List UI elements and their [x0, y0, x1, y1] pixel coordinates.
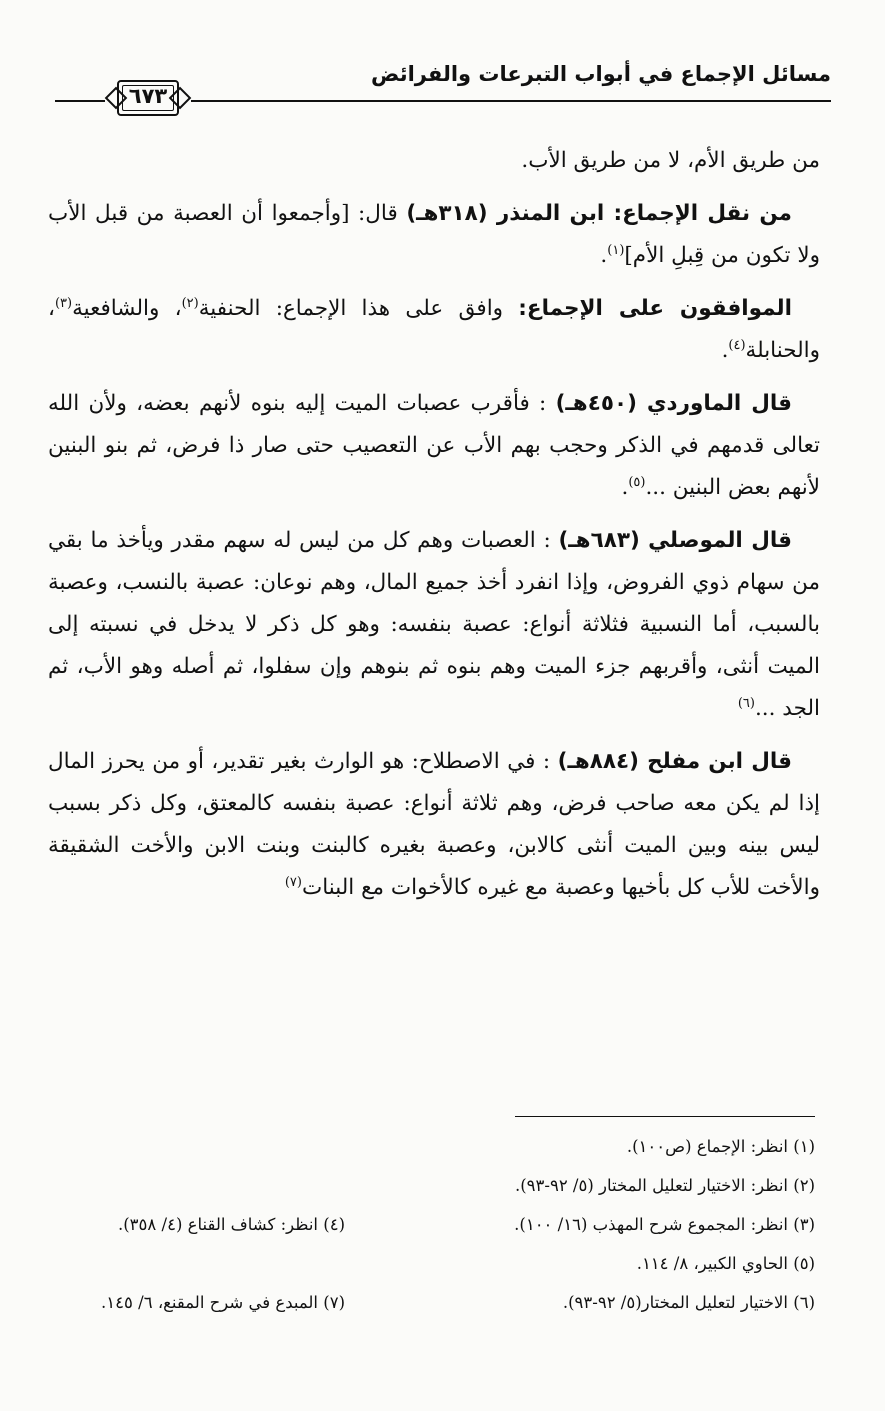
footnote-3: (٣) انظر: المجموع شرح المهذب (١٦/ ١٠٠). [514, 1215, 815, 1234]
footnote-ref[interactable]: (٤) [728, 337, 746, 353]
paragraph-lead: قال الموصلي (٦٨٣هـ) [558, 528, 792, 553]
running-header [55, 62, 831, 112]
footnote-row [30, 1132, 815, 1171]
paragraph-6 [48, 741, 820, 909]
paragraph-lead: من نقل الإجماع: ابن المنذر (٣١٨هـ) [406, 201, 792, 226]
paragraph-lead: قال الماوردي (٤٥٠هـ) [555, 391, 793, 416]
footnote-row [30, 1210, 815, 1249]
header-title: مسائل الإجماع في أبواب التبرعات والفرائض [371, 62, 831, 86]
page-number: ٦٧٣ [128, 84, 168, 108]
footnote-5: (٥) الحاوي الكبير، ٨/ ١١٤. [636, 1254, 815, 1273]
footnote-ref[interactable]: (٢) [181, 295, 199, 311]
paragraph-text: من طريق الأم، لا من طريق الأب. [521, 148, 820, 173]
footnotes [30, 1132, 815, 1327]
paragraph-lead: الموافقون على الإجماع: [518, 296, 793, 321]
paragraph-text: : في الاصطلاح: هو الوارث بغير تقدير، أو من يحرز المال إذا لم يكن معه صاحب فرض، وهم ثلاثة أنواع: عصبة بنفسه كالمعتق، وكل ذكر بسبب ليس بينه وبين الميت أنثى كالابن، وعصبة بغيره كالبنت وبنت الابن والأخت الشقيقة والأخت للأب كل بأخيها وعصبة مع غيره كالأخوات مع البنات [48, 749, 820, 900]
footnote-7: (٧) المبدع في شرح المقنع، ٦/ ١٤٥. [101, 1293, 345, 1312]
paragraph-text: : العصبات وهم كل من ليس له سهم مقدر ويأخذ ما بقي من سهام ذوي الفروض، وإذا انفرد أخذ جميع المال، وهم نوعان: عصبة بالنسب، وعصبة بالسبب، أما النسبية فثلاثة أنواع: عصبة بنفسه: وهو كل ذكر لا يدخل في نسبته إلى الميت أنثى، وأقربهم جزء الميت وهم بنوه ثم بنوهم وإن سفلوا، ثم أصله وهو الأب، ثم الجد ... [48, 528, 820, 721]
footnote-row [30, 1171, 815, 1210]
paragraph-end: . [721, 338, 729, 363]
paragraph-text: ، والشافعية [72, 296, 182, 321]
footnote-row [30, 1249, 815, 1288]
footnote-1: (١) انظر: الإجماع (ص١٠٠). [626, 1137, 815, 1156]
paragraph-5 [48, 520, 820, 730]
paragraph-end: . [621, 475, 629, 500]
footnote-separator [515, 1116, 815, 1117]
footnote-6: (٦) الاختيار لتعليل المختار(٥/ ٩٢-٩٣). [562, 1293, 815, 1312]
footnote-ref[interactable]: (٧) [284, 874, 302, 890]
paragraph-text: قال: [وأجمعوا أن العصبة من قبل الأب ولا تكون من قِبلِ الأم] [48, 201, 820, 268]
footnote-ref[interactable]: (٦) [737, 695, 755, 711]
footnote-ref[interactable]: (٣) [54, 295, 73, 311]
footnote-ref[interactable]: (١) [607, 242, 625, 258]
paragraph-text: : فأقرب عصبات الميت إليه بنوه لأنهم بعضه، ولأن الله تعالى قدمهم في الذكر وحجب بهم الأب عن التعصيب حتى صار ذا فرض، ثم بنو البنين لأنهم بعض البنين ... [48, 391, 820, 500]
paragraph-lead: قال ابن مفلح (٨٨٤هـ) [557, 749, 792, 774]
footnote-row [30, 1288, 815, 1327]
footnote-ref[interactable]: (٥) [628, 474, 646, 490]
page-number-frame [105, 74, 191, 122]
paragraph-3 [48, 288, 820, 372]
paragraph-2 [48, 193, 820, 277]
paragraph-text: وافق على هذا الإجماع: الحنفية [198, 296, 519, 321]
footnote-4: (٤) انظر: كشاف القناع (٤/ ٣٥٨). [117, 1215, 345, 1234]
footnote-2: (٢) انظر: الاختيار لتعليل المختار (٥/ ٩٢-٩٣). [514, 1176, 815, 1195]
main-text [48, 140, 820, 920]
paragraph-text: ، والحنابلة [48, 296, 820, 363]
paragraph-end: . [600, 243, 608, 268]
paragraph-4 [48, 383, 820, 509]
paragraph-1 [48, 140, 820, 182]
